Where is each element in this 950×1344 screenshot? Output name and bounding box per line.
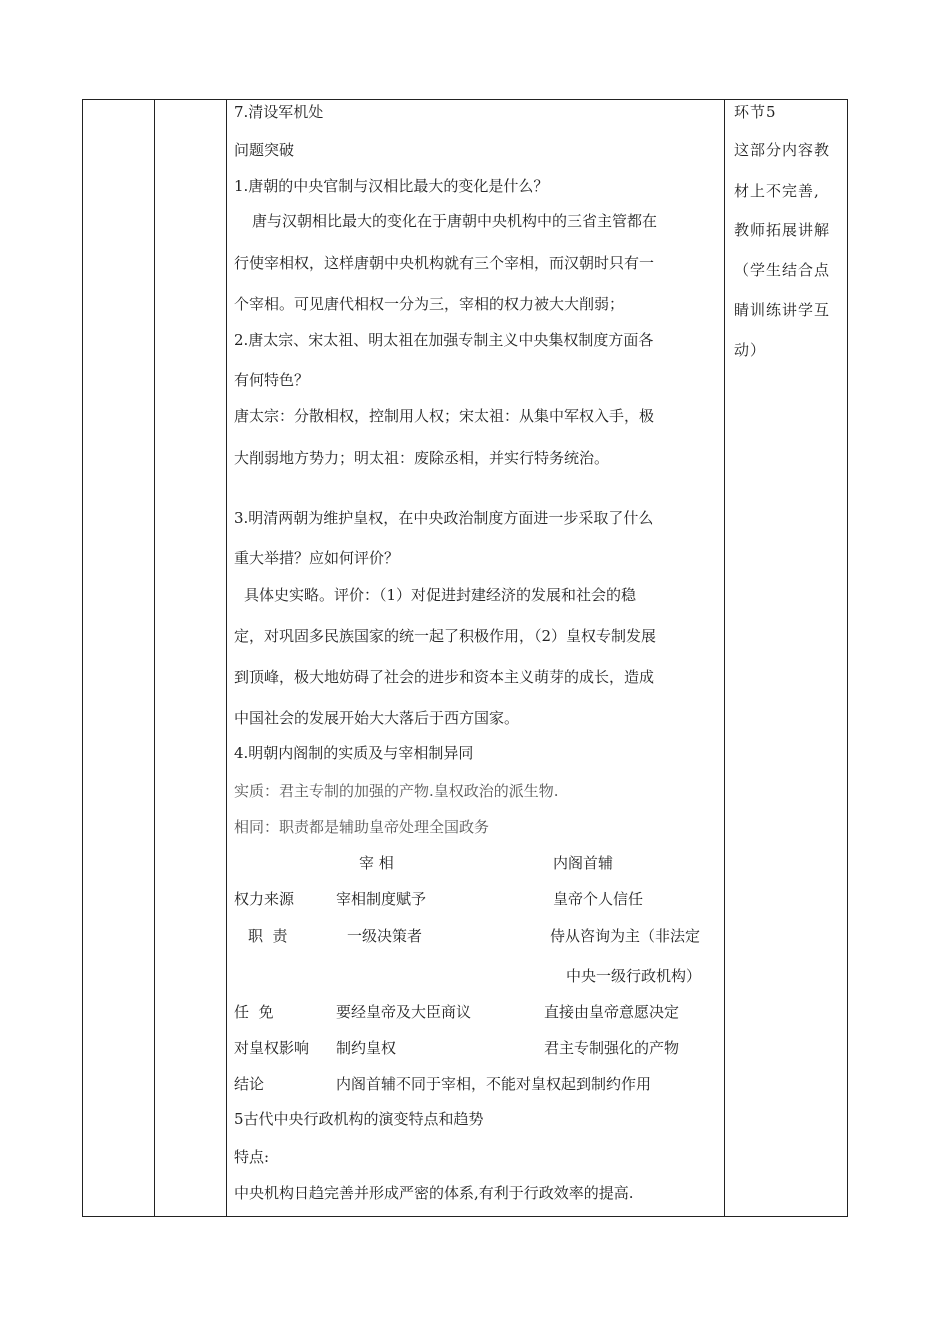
side-note-line: 材上不完善, (734, 182, 820, 200)
compare-row-label: 任 免 (234, 1003, 274, 1021)
compare-header-grand-secretary: 内阁首辅 (553, 854, 614, 872)
compare-row-chancellor: 要经皇帝及大臣商议 (336, 1003, 472, 1021)
side-note-line: 教师拓展讲解 (734, 221, 831, 239)
compare-row-chancellor: 一级决策者 (347, 927, 423, 945)
compare-row-grand-secretary: 皇帝个人信任 (553, 890, 644, 908)
similarity-text: 相同：职责都是辅助皇帝处理全国政务 (234, 818, 490, 836)
question-2-line: 有何特色？ (234, 371, 310, 389)
side-note-line: （学生结合点 (734, 261, 831, 279)
question-3-line: 3.明清两朝为维护皇权，在中央政治制度方面进一步采取了什么 (234, 509, 654, 527)
side-note-line: 这部分内容教 (734, 141, 831, 159)
essence-text: 实质：君主专制的加强的产物.皇权政治的派生物. (234, 782, 559, 800)
side-note-line: 动） (734, 341, 767, 359)
answer-2-line: 唐太宗：分散相权，控制用人权；宋太祖：从集中军权入手，极 (234, 407, 655, 425)
compare-conclusion: 内阁首辅不同于宰相，不能对皇权起到制约作用 (336, 1075, 652, 1093)
question-1: 1.唐朝的中央官制与汉相比最大的变化是什么？ (234, 177, 549, 195)
answer-3-line: 定，对巩固多民族国家的统一起了积极作用，（2）皇权专制发展 (234, 627, 657, 645)
compare-row-grand-secretary-cont: 中央一级行政机构） (566, 967, 702, 985)
features-label: 特点: (234, 1148, 270, 1166)
compare-row-label: 权力来源 (234, 890, 295, 908)
answer-3-line: 到顶峰，极大地妨碍了社会的进步和资本主义萌芽的成长，造成 (234, 668, 655, 686)
compare-row-grand-secretary: 侍从咨询为主（非法定 (550, 927, 701, 945)
answer-1-line: 唐与汉朝相比最大的变化在于唐朝中央机构中的三省主管都在 (252, 212, 658, 230)
compare-row-chancellor: 宰相制度赋予 (336, 890, 427, 908)
compare-row-label: 职 责 (248, 927, 288, 945)
question-2-line: 2.唐太宗、宋太祖、明太祖在加强专制主义中央集权制度方面各 (234, 331, 654, 349)
compare-row-grand-secretary: 君主专制强化的产物 (544, 1039, 680, 1057)
compare-header-chancellor: 宰 相 (359, 854, 394, 872)
compare-row-chancellor: 制约皇权 (336, 1039, 397, 1057)
compare-row-grand-secretary: 直接由皇帝意愿决定 (544, 1003, 680, 1021)
features-text: 中央机构日趋完善并形成严密的体系,有利于行政效率的提高. (234, 1184, 634, 1202)
compare-row-label: 结论 (234, 1075, 265, 1093)
item-7: 7.清设军机处 (234, 103, 324, 121)
answer-1-line: 行使宰相权，这样唐朝中央机构就有三个宰相，而汉朝时只有一 (234, 254, 655, 272)
side-note-line: 环节5 (734, 103, 777, 121)
section-heading: 问题突破 (234, 141, 295, 159)
compare-row-label: 对皇权影响 (234, 1039, 310, 1057)
column-divider (226, 100, 227, 1216)
answer-1-line: 个宰相。可见唐代相权一分为三，宰相的权力被大大削弱； (234, 295, 625, 313)
column-divider (154, 100, 155, 1216)
question-3-line: 重大举措？应如何评价？ (234, 549, 400, 567)
answer-3-line: 中国社会的发展开始大大落后于西方国家。 (234, 709, 520, 727)
column-divider (724, 100, 725, 1216)
side-note-line: 睛训练讲学互 (734, 301, 831, 319)
question-5: 5古代中央行政机构的演变特点和趋势 (234, 1110, 484, 1128)
answer-3-line: 具体史实略。评价：（1）对促进封建经济的发展和社会的稳 (244, 586, 637, 604)
question-4: 4.明朝内阁制的实质及与宰相制异同 (234, 744, 474, 762)
answer-2-line: 大削弱地方势力；明太祖：废除丞相，并实行特务统治。 (234, 449, 610, 467)
